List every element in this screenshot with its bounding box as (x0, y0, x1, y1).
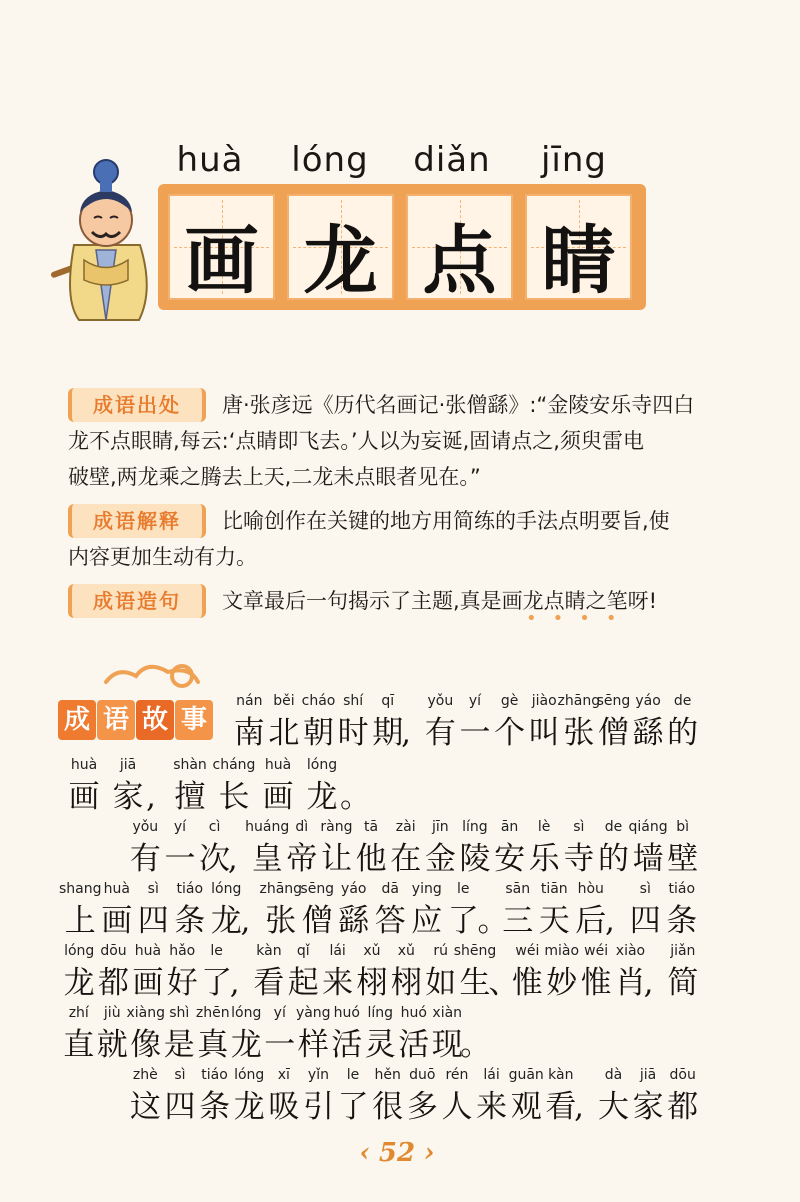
story-hanzi: 来 (322, 965, 354, 1001)
explanation-line-2: 内容更加生动有力。 (68, 545, 257, 569)
title-pinyin-4: jīng (540, 140, 608, 180)
title-cell-2 (287, 194, 394, 304)
story-pinyin: dōu (669, 1067, 696, 1083)
story-hanzi: 家 (112, 779, 144, 815)
story-punctuation: 。 (460, 1027, 491, 1063)
story-pinyin: qiáng (628, 819, 668, 835)
page-number (352, 1138, 442, 1168)
story-hanzi: 活 (398, 1027, 430, 1063)
story-pinyin: yí (273, 1005, 286, 1021)
example-tag: 成语造句 (68, 584, 206, 618)
story-hanzi: 很 (372, 1089, 404, 1125)
story-hanzi: 多 (406, 1089, 438, 1125)
story-pinyin: cháng (212, 757, 256, 773)
story-hanzi: 墙 (632, 841, 664, 877)
story-pinyin: jiā (639, 1067, 657, 1083)
story-pinyin: kàn (548, 1067, 574, 1083)
story-pinyin: lái (329, 943, 346, 959)
story-hanzi: 家 (632, 1089, 664, 1125)
story-hanzi: 一 (459, 715, 491, 751)
story-hanzi: 都 (667, 1089, 699, 1125)
story-pinyin: qǐ (296, 943, 310, 959)
story-pinyin: hòu (577, 881, 604, 897)
story-hanzi: 答 (374, 903, 406, 939)
story-punctuation: , (643, 965, 654, 1001)
origin-tag: 成语出处 (68, 388, 206, 422)
story-hanzi: 大 (597, 1089, 629, 1125)
title-pinyin-1: huà (176, 140, 244, 180)
story-pinyin: zhāng (259, 881, 303, 897)
story-hanzi: 让 (320, 841, 352, 877)
story-hanzi: 画 (262, 779, 294, 815)
story-pinyin: cháo (301, 693, 336, 709)
story-punctuation: 、 (488, 965, 520, 1001)
explanation-line-1: 比喻创作在关键的地方用简练的手法点明要旨,使 (222, 509, 670, 533)
story-pinyin: yǒu (132, 819, 159, 835)
story-pinyin: ying (411, 881, 442, 897)
story-pinyin: běi (273, 693, 295, 709)
story-hanzi: 寺 (563, 841, 595, 877)
next-chevron-icon: › (424, 1138, 435, 1168)
story-hanzi: 了 (447, 903, 479, 939)
story-hanzi: 画 (101, 903, 133, 939)
story-pinyin: rén (445, 1067, 469, 1083)
story-punctuation: 。 (477, 903, 509, 939)
title-char-2: 龙 (303, 218, 378, 304)
story-hanzi: 张 (563, 715, 595, 751)
story-hanzi: 叫 (528, 715, 560, 751)
story-hanzi: 安 (494, 841, 526, 877)
story-pinyin: yí (173, 819, 187, 835)
story-pinyin: hěn (374, 1067, 401, 1083)
story-pinyin: ràng (320, 819, 353, 835)
prev-chevron-icon: ‹ (359, 1138, 370, 1168)
story-pinyin: sān (505, 881, 531, 897)
story-pinyin: rú (433, 943, 448, 959)
story-hanzi: 皇 (251, 841, 283, 877)
origin-line-2: 龙不点眼睛,每云:‘点睛即飞去。’人以为妄诞,固请点之,须臾雷电 (68, 429, 644, 453)
story-hanzi: 肖 (614, 965, 646, 1001)
page-number-value: 52 (378, 1138, 416, 1168)
story-tag (58, 700, 214, 740)
story-pinyin: ān (500, 819, 519, 835)
story-pinyin: tiān (540, 881, 568, 897)
story-hanzi: 栩 (356, 965, 388, 1001)
story-pinyin: tiáo (176, 881, 204, 897)
story-hanzi: 的 (597, 841, 629, 877)
story-pinyin: jīn (431, 819, 449, 835)
title-pinyin-2: lóng (291, 140, 369, 180)
emphasis-dots: •••• (526, 608, 633, 629)
story-hanzi: 真 (197, 1027, 229, 1063)
story-pinyin: huà (103, 881, 130, 897)
story-pinyin: zài (395, 819, 416, 835)
story-hanzi: 僧 (301, 903, 333, 939)
story-pinyin: huáng (245, 819, 290, 835)
story-char (300, 754, 344, 818)
scholar-illustration (44, 150, 162, 325)
story-hanzi: 一 (164, 841, 196, 877)
story-hanzi: 有 (129, 841, 161, 877)
story-pinyin: huà (134, 943, 162, 959)
story-hanzi: 在 (390, 841, 422, 877)
story-pinyin: shēng (453, 943, 497, 959)
story-punctuation: , (229, 965, 240, 1001)
story-pinyin: dōu (100, 943, 127, 959)
story-hanzi: 人 (441, 1089, 473, 1125)
story-punctuation: , (146, 779, 156, 815)
story-pinyin: xǔ (363, 943, 381, 959)
story-hanzi: 南 (233, 715, 265, 751)
story-hanzi: 条 (174, 903, 206, 939)
story-hanzi: 直 (63, 1027, 95, 1063)
story-pinyin: lóng (234, 1067, 265, 1083)
story-hanzi: 看 (253, 965, 285, 1001)
story-pinyin: líng (462, 819, 488, 835)
story-pinyin: huó (400, 1005, 427, 1021)
story-tag-char-2: 语 (97, 700, 135, 740)
story-pinyin: nán (236, 693, 263, 709)
story-tag-char-1: 成 (58, 700, 96, 740)
story-char (445, 878, 482, 942)
story-char (208, 878, 245, 942)
story-pinyin: dà (604, 1067, 623, 1083)
story-hanzi: 后 (575, 903, 607, 939)
title-pinyin (150, 140, 670, 186)
story-pinyin: tiáo (668, 881, 696, 897)
origin-line-1: 唐·张彦远《历代名画记·张僧繇》:“金陵安乐寺四白 (222, 393, 695, 417)
story-hanzi: 好 (166, 965, 198, 1001)
story-hanzi: 吸 (268, 1089, 300, 1125)
story-hanzi: 上 (64, 903, 96, 939)
story-hanzi: 惟 (580, 965, 612, 1001)
story-punctuation: 。 (340, 779, 371, 815)
story-hanzi: 惟 (511, 965, 543, 1001)
story-hanzi: 金 (424, 841, 456, 877)
story-hanzi: 四 (164, 1089, 196, 1125)
story-pinyin: le (456, 881, 470, 897)
story-hanzi: 生 (459, 965, 491, 1001)
story-pinyin: le (210, 943, 223, 959)
story-hanzi: 条 (666, 903, 698, 939)
story-hanzi: 画 (132, 965, 164, 1001)
story-pinyin: sēng (596, 693, 631, 709)
story-char (613, 940, 647, 1004)
story-punctuation: , (227, 841, 238, 877)
story-char (665, 816, 700, 880)
story-hanzi: 了 (201, 965, 233, 1001)
story-pinyin: lóng (64, 943, 95, 959)
story-char (453, 940, 497, 1004)
story-hanzi: 栩 (390, 965, 422, 1001)
story-hanzi: 的 (667, 715, 699, 751)
story-pinyin: tiáo (201, 1067, 228, 1083)
title-frame (158, 184, 646, 310)
story-hanzi: 来 (476, 1089, 508, 1125)
story-pinyin: cì (208, 819, 221, 835)
story-hanzi: 擅 (174, 779, 206, 815)
story-hanzi: 都 (98, 965, 130, 1001)
story-hanzi: 龙 (233, 1089, 265, 1125)
story-pinyin: jiào (531, 693, 557, 709)
story-pinyin: shì (169, 1005, 190, 1021)
story-pinyin: xiàng (126, 1005, 165, 1021)
story-pinyin: wéi (584, 943, 609, 959)
story-hanzi: 繇 (338, 903, 370, 939)
story-tag-char-3: 故 (136, 700, 174, 740)
story-pinyin: shí (343, 693, 364, 709)
story-pinyin: tā (364, 819, 379, 835)
title-char-3: 点 (422, 218, 497, 304)
story-hanzi: 僧 (597, 715, 629, 751)
story-pinyin: xǔ (397, 943, 415, 959)
story-hanzi: 次 (199, 841, 231, 877)
story-pinyin: jiā (119, 757, 137, 773)
story-pinyin: duō (409, 1067, 436, 1083)
story-pinyin: xiàn (432, 1005, 463, 1021)
story-pinyin: sì (147, 881, 159, 897)
story-pinyin: xiào (615, 943, 646, 959)
story-hanzi: 繇 (632, 715, 664, 751)
story-hanzi: 龙 (63, 965, 95, 1001)
story-pinyin: sì (573, 819, 585, 835)
story-pinyin: shang (58, 881, 102, 897)
story-pinyin: zhēn (195, 1005, 230, 1021)
story-hanzi: 一 (264, 1027, 296, 1063)
story-hanzi: 壁 (667, 841, 699, 877)
cloud-ornament-icon (98, 656, 208, 696)
story-pinyin: yí (468, 693, 482, 709)
story-char (573, 878, 610, 942)
story-pinyin: wéi (515, 943, 540, 959)
story-pinyin: lóng (231, 1005, 262, 1021)
story-pinyin: dì (295, 819, 309, 835)
story-pinyin: yǒu (427, 693, 454, 709)
story-pinyin: jiù (103, 1005, 121, 1021)
story-pinyin: jiǎn (670, 943, 696, 959)
story-hanzi: 个 (494, 715, 526, 751)
origin-line-3: 破壁,两龙乘之腾去上天,二龙未点眼者见在。” (68, 465, 481, 489)
story-hanzi: 陵 (459, 841, 491, 877)
story-pinyin: yáo (341, 881, 367, 897)
story-hanzi: 画 (68, 779, 100, 815)
story-pinyin: le (346, 1067, 360, 1083)
story-char (666, 940, 700, 1004)
story-pinyin: yàng (295, 1005, 331, 1021)
story-hanzi: 条 (199, 1089, 231, 1125)
story-hanzi: 龙 (306, 779, 338, 815)
story-punctuation: , (240, 903, 251, 939)
story-pinyin: bì (676, 819, 690, 835)
story-char (199, 940, 233, 1004)
title-char-1: 画 (184, 218, 259, 304)
story-hanzi: 朝 (303, 715, 335, 751)
story-char (665, 690, 700, 754)
example-text: 文章最后一句揭示了主题,真是画龙点睛之笔呀! (222, 589, 658, 613)
story-pinyin: lái (483, 1067, 500, 1083)
story-pinyin: huó (333, 1005, 360, 1021)
story-hanzi: 观 (510, 1089, 542, 1125)
story-hanzi: 样 (297, 1027, 329, 1063)
story-hanzi: 简 (667, 965, 699, 1001)
story-char (665, 1064, 700, 1128)
story-pinyin: huà (70, 757, 98, 773)
story-hanzi: 乐 (528, 841, 560, 877)
title-cell-1 (168, 194, 275, 304)
story-pinyin: lóng (306, 757, 338, 773)
story-hanzi: 时 (337, 715, 369, 751)
story-char (197, 816, 232, 880)
story-punctuation: , (605, 903, 615, 939)
story-hanzi: 他 (355, 841, 387, 877)
story-hanzi: 妙 (546, 965, 578, 1001)
story-pinyin: kàn (256, 943, 282, 959)
title-cell-4 (525, 194, 632, 304)
story-hanzi: 如 (425, 965, 457, 1001)
story-hanzi: 天 (538, 903, 570, 939)
story-hanzi: 起 (287, 965, 319, 1001)
story-char (664, 878, 701, 942)
story-hanzi: 龙 (230, 1027, 262, 1063)
story-pinyin: lóng (211, 881, 242, 897)
story-char (431, 1002, 465, 1066)
story-pinyin: zhè (132, 1067, 158, 1083)
story-hanzi: 四 (137, 903, 169, 939)
story-pinyin: gè (500, 693, 519, 709)
story-hanzi: 应 (411, 903, 443, 939)
story-hanzi: 引 (302, 1089, 334, 1125)
story-pinyin: yáo (635, 693, 661, 709)
story-hanzi: 看 (545, 1089, 577, 1125)
story-hanzi: 像 (130, 1027, 162, 1063)
explanation-tag: 成语解释 (68, 504, 206, 538)
story-pinyin: de (673, 693, 692, 709)
story-hanzi: 是 (163, 1027, 195, 1063)
story-hanzi: 就 (96, 1027, 128, 1063)
story-pinyin: zhāng (557, 693, 601, 709)
story-pinyin: sēng (300, 881, 335, 897)
story-hanzi: 活 (331, 1027, 363, 1063)
story-pinyin: shàn (173, 757, 207, 773)
story-pinyin: líng (367, 1005, 394, 1021)
story-hanzi: 这 (129, 1089, 161, 1125)
story-pinyin: sì (639, 881, 651, 897)
story-pinyin: dā (381, 881, 399, 897)
story-hanzi: 长 (218, 779, 250, 815)
story-pinyin: lè (537, 819, 551, 835)
story-hanzi: 灵 (364, 1027, 396, 1063)
story-hanzi: 有 (424, 715, 456, 751)
story-char (106, 754, 150, 818)
story-pinyin: zhí (68, 1005, 89, 1021)
story-pinyin: hǎo (169, 943, 196, 959)
title-cell-3 (406, 194, 513, 304)
story-hanzi: 了 (337, 1089, 369, 1125)
story-hanzi: 北 (268, 715, 300, 751)
story-pinyin: guān (508, 1067, 544, 1083)
story-pinyin: yǐn (307, 1067, 329, 1083)
story-tag-char-4: 事 (175, 700, 213, 740)
story-hanzi: 帝 (286, 841, 318, 877)
story-hanzi: 期 (372, 715, 404, 751)
story-hanzi: 现 (431, 1027, 463, 1063)
story-pinyin: de (604, 819, 623, 835)
story-hanzi: 三 (502, 903, 534, 939)
story-hanzi: 张 (265, 903, 297, 939)
story-punctuation: , (401, 715, 411, 751)
story-hanzi: 四 (629, 903, 661, 939)
story-pinyin: miào (544, 943, 580, 959)
story-pinyin: huà (264, 757, 292, 773)
story-pinyin: xī (277, 1067, 290, 1083)
story-pinyin: sì (174, 1067, 186, 1083)
story-char (370, 690, 405, 754)
story-pinyin: qī (381, 693, 395, 709)
title-pinyin-3: diǎn (413, 140, 491, 180)
story-hanzi: 龙 (210, 903, 242, 939)
story-punctuation: , (574, 1089, 584, 1125)
title-char-4: 睛 (541, 218, 616, 304)
story-char (544, 1064, 579, 1128)
